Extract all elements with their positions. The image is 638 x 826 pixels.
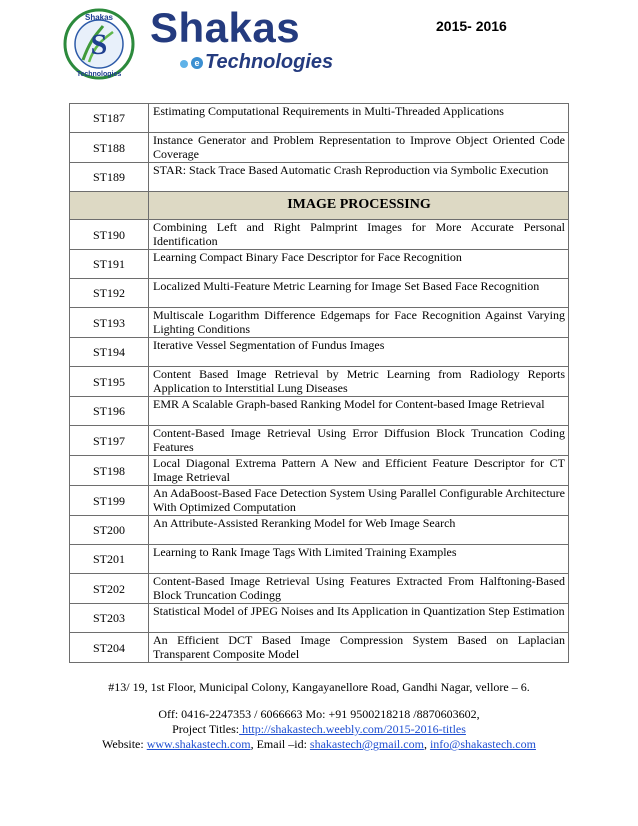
table-row <box>70 397 569 426</box>
brand-wordmark <box>150 4 338 74</box>
project-title: An Attribute-Assisted Reranking Model for Web Image Search <box>149 516 569 545</box>
project-title: Learning to Rank Image Tags With Limited Training Examples <box>149 545 569 574</box>
email-separator: , <box>423 737 427 751</box>
company-seal-logo <box>63 8 135 80</box>
email-link-info[interactable]: info@shakastech.com <box>429 737 536 751</box>
section-header-row <box>70 192 569 220</box>
project-titles-table <box>69 103 569 663</box>
project-title: Estimating Computational Requirements in Multi-Threaded Applications <box>149 104 569 133</box>
project-code: ST191 <box>70 250 149 279</box>
table-row <box>70 545 569 574</box>
project-code: ST196 <box>70 397 149 426</box>
project-title: Combining Left and Right Palmprint Images for More Accurate Personal Identification <box>149 220 569 250</box>
project-code: ST195 <box>70 367 149 397</box>
project-code: ST189 <box>70 163 149 192</box>
project-code: ST192 <box>70 279 149 308</box>
svg-text:S: S <box>90 28 108 61</box>
table-row <box>70 456 569 486</box>
project-code: ST190 <box>70 220 149 250</box>
project-title: An Efficient DCT Based Image Compression System Based on Laplacian Transparent Composite Model <box>149 633 569 663</box>
project-code: ST187 <box>70 104 149 133</box>
academic-year: 2015- 2016 <box>436 18 507 34</box>
footer-phone: Off: 0416-2247353 / 6066663 Mo: +91 9500218218 /8870603602, <box>158 707 480 721</box>
project-code: ST193 <box>70 308 149 338</box>
table-row <box>70 163 569 192</box>
project-title: Multiscale Logarithm Difference Edgemaps for Face Recognition Against Varying Lighting Conditions <box>149 308 569 338</box>
table-row <box>70 338 569 367</box>
project-code: ST197 <box>70 426 149 456</box>
table-row <box>70 516 569 545</box>
project-code: ST203 <box>70 604 149 633</box>
project-title: Statistical Model of JPEG Noises and Its Application in Quantization Step Estimation <box>149 604 569 633</box>
project-title: An AdaBoost-Based Face Detection System Using Parallel Configurable Architecture With Optimized Computation <box>149 486 569 516</box>
footer-address: #13/ 19, 1st Floor, Municipal Colony, Kangayanellore Road, Gandhi Nagar, vellore – 6. <box>108 680 530 694</box>
email-link-primary[interactable]: shakastech@gmail.com <box>309 737 424 751</box>
page-header <box>0 0 638 95</box>
table-row <box>70 250 569 279</box>
project-title: Learning Compact Binary Face Descriptor for Face Recognition <box>149 250 569 279</box>
email-label: , Email –id: <box>250 737 307 751</box>
project-code: ST202 <box>70 574 149 604</box>
project-title: Localized Multi-Feature Metric Learning for Image Set Based Face Recognition <box>149 279 569 308</box>
brand-name: Shakas <box>150 4 301 51</box>
website-label: Website: <box>102 737 144 751</box>
svg-text:Shakas: Shakas <box>84 13 114 22</box>
project-titles-link[interactable]: http://shakastech.weebly.com/2015-2016-titles <box>239 722 466 736</box>
table-row <box>70 574 569 604</box>
table-row <box>70 604 569 633</box>
section-title: IMAGE PROCESSING <box>149 192 569 220</box>
table-body <box>70 104 569 663</box>
project-code: ST194 <box>70 338 149 367</box>
e-globe-icon: e <box>191 57 203 69</box>
section-empty-cell <box>70 192 149 220</box>
project-code: ST201 <box>70 545 149 574</box>
table-row <box>70 133 569 163</box>
project-title: Iterative Vessel Segmentation of Fundus Images <box>149 338 569 367</box>
project-code: ST198 <box>70 456 149 486</box>
website-link[interactable]: www.shakastech.com <box>146 737 251 751</box>
table-row <box>70 279 569 308</box>
footer-contact <box>0 737 638 752</box>
project-code: ST204 <box>70 633 149 663</box>
table-row <box>70 220 569 250</box>
table-row <box>70 486 569 516</box>
project-title: STAR: Stack Trace Based Automatic Crash Reproduction via Symbolic Execution <box>149 163 569 192</box>
project-title: Content Based Image Retrieval by Metric Learning from Radiology Reports Application to Interstitial Lung Diseases <box>149 367 569 397</box>
table-row <box>70 308 569 338</box>
project-title: Instance Generator and Problem Representation to Improve Object Oriented Code Coverage <box>149 133 569 163</box>
table-row <box>70 367 569 397</box>
table-row <box>70 426 569 456</box>
table-row <box>70 633 569 663</box>
project-title: Content-Based Image Retrieval Using Features Extracted From Halftoning-Based Block Truncation Codingg <box>149 574 569 604</box>
project-code: ST200 <box>70 516 149 545</box>
dot-icon <box>180 60 188 68</box>
project-title: Local Diagonal Extrema Pattern A New and Efficient Feature Descriptor for CT Image Retrieval <box>149 456 569 486</box>
footer-project-titles <box>0 722 638 737</box>
project-title: Content-Based Image Retrieval Using Error Diffusion Block Truncation Coding Features <box>149 426 569 456</box>
project-code: ST199 <box>70 486 149 516</box>
svg-text:Technologies: Technologies <box>76 71 122 78</box>
project-code: ST188 <box>70 133 149 163</box>
project-titles-label: Project Titles: <box>172 722 240 736</box>
project-title: EMR A Scalable Graph-based Ranking Model for Content-based Image Retrieval <box>149 397 569 426</box>
brand-subtitle <box>180 50 333 74</box>
brand-subtitle-text: Technologies <box>205 51 334 73</box>
table-row <box>70 104 569 133</box>
